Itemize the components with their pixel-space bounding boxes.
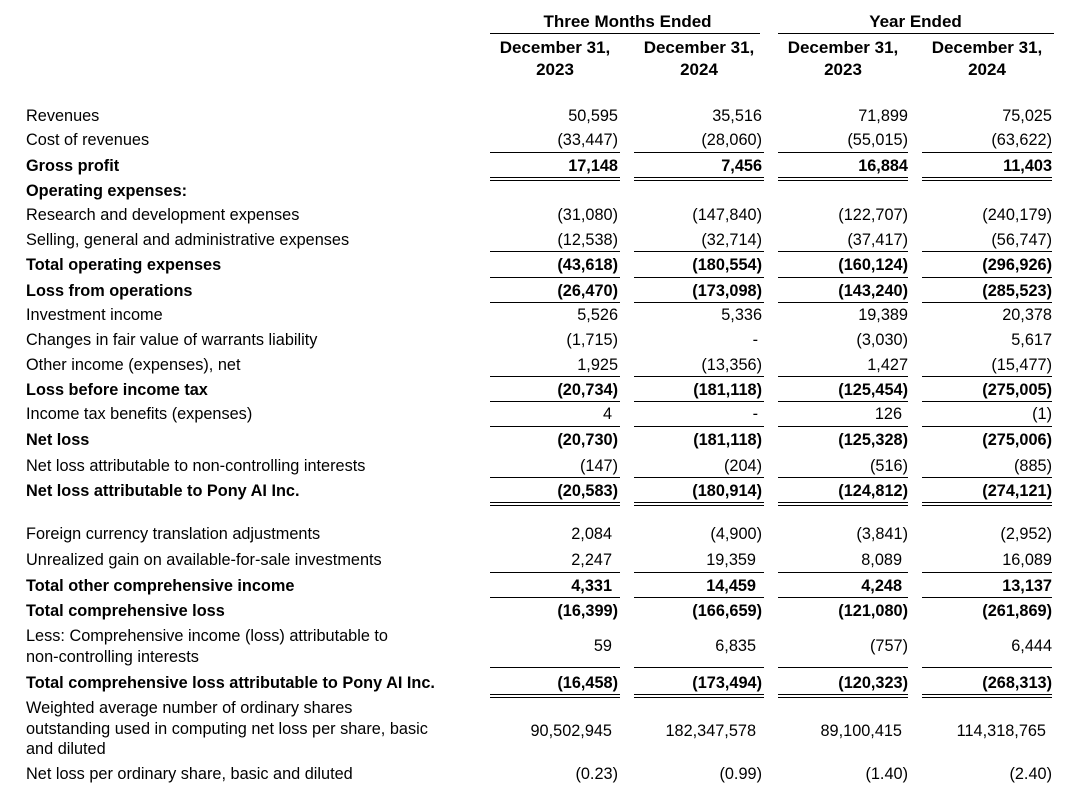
row-label: Total other comprehensive income [26,577,295,595]
rule-double-line [490,502,620,506]
value-q4-2023: 90,502,945 [530,722,612,740]
value-q4-2023: (20,730) [557,431,618,449]
value-q4-2024: 35,516 [712,107,762,125]
row-label: Net loss per ordinary share, basic and diluted [26,765,353,783]
value-fy-2023: (143,240) [838,282,908,300]
value-q4-2023: 59 [593,637,612,655]
row-label: Loss before income tax [26,381,208,399]
value-fy-2024: (15,477) [991,356,1052,374]
value-q4-2024: (180,914) [692,482,762,500]
value-q4-2023: (1,715) [566,331,618,349]
rule-line [634,597,764,598]
value-fy-2024: (268,313) [982,674,1052,692]
rule-line [922,401,1052,402]
value-q4-2024: (13,356) [701,356,762,374]
value-q4-2023: 50,595 [568,107,618,125]
column-header-line2: 2024 [680,60,718,79]
rule-line [490,376,620,377]
rule-double-line [490,694,620,698]
value-fy-2024: 75,025 [1002,107,1052,125]
rule-line [634,667,764,668]
row-label: Net loss attributable to non-controlling interests [26,457,366,475]
value-q4-2024: (147,840) [692,206,762,224]
value-fy-2024: 13,137 [1002,577,1052,595]
value-q4-2023: (16,458) [557,674,618,692]
column-header-q4-2024 [634,37,764,81]
column-header-line2: 2023 [536,60,574,79]
value-q4-2024: (173,098) [692,282,762,300]
value-fy-2024: (285,523) [982,282,1052,300]
value-q4-2023: 4,331 [571,577,612,595]
value-q4-2023: 2,247 [571,551,612,569]
value-fy-2023: (124,812) [838,482,908,500]
rule-double-line [922,694,1052,698]
value-q4-2024: 6,835 [715,637,756,655]
value-q4-2023: 5,526 [577,306,618,324]
row-label: Foreign currency translation adjustments [26,525,321,543]
row-label: Income tax benefits (expenses) [26,405,253,423]
rule-line [922,277,1052,278]
value-fy-2024: (2.40) [1009,765,1052,783]
value-fy-2023: (122,707) [838,206,908,224]
column-header-line2: 2023 [824,60,862,79]
rule-line [634,572,764,573]
row-label: Revenues [26,107,100,125]
rule-double-line [922,502,1052,506]
column-header-line2: 2024 [968,60,1006,79]
rule-line [490,667,620,668]
rule-double-line [778,177,908,181]
value-fy-2024: (275,005) [982,381,1052,399]
row-label: Changes in fair value of warrants liability [26,331,318,349]
header-three-months-rule [490,33,760,34]
value-fy-2023: (1.40) [865,765,908,783]
value-fy-2023: 126 [874,405,902,423]
value-fy-2023: (121,080) [838,602,908,620]
column-header-fy-2023 [778,37,908,81]
row-label: Unrealized gain on available-for-sale investments [26,551,382,569]
value-q4-2024: (28,060) [701,131,762,149]
value-fy-2023: 71,899 [858,107,908,125]
value-q4-2023: (33,447) [557,131,618,149]
value-fy-2023: (125,454) [838,381,908,399]
rule-line [634,277,764,278]
rule-line [634,426,764,427]
value-fy-2023: (3,030) [856,331,908,349]
row-label-continued: non-controlling interests [26,648,199,666]
row-label: Selling, general and administrative expenses [26,231,350,249]
value-fy-2023: (55,015) [847,131,908,149]
rule-line [634,477,764,478]
value-q4-2024: (4,900) [710,525,762,543]
value-fy-2024: 20,378 [1002,306,1052,324]
value-fy-2023: (37,417) [847,231,908,249]
row-label: Net loss attributable to Pony AI Inc. [26,482,300,500]
rule-double-line [634,694,764,698]
rule-double-line [778,694,908,698]
row-label: Weighted average number of ordinary shares [26,699,353,717]
rule-line [778,597,908,598]
rule-line [634,376,764,377]
rule-line [634,401,764,402]
value-fy-2024: 16,089 [1002,551,1052,569]
rule-line [922,302,1052,303]
value-fy-2023: 89,100,415 [820,722,902,740]
value-fy-2023: (516) [869,457,908,475]
row-label: Gross profit [26,157,120,175]
row-label: Operating expenses: [26,182,188,200]
rule-line [490,426,620,427]
row-label: Investment income [26,306,163,324]
value-q4-2023: (16,399) [557,602,618,620]
rule-line [634,251,764,252]
rule-line [778,401,908,402]
rule-line [922,597,1052,598]
value-fy-2024: (1) [1032,405,1052,423]
value-fy-2024: 11,403 [1003,157,1052,175]
row-label: Total operating expenses [26,256,222,274]
row-label: Total comprehensive loss [26,602,225,620]
rule-line [490,597,620,598]
value-q4-2023: (26,470) [557,282,618,300]
value-q4-2023: (12,538) [557,231,618,249]
column-header-fy-2024 [922,37,1052,81]
value-q4-2024: 5,336 [721,306,762,324]
value-fy-2023: 16,884 [858,157,908,175]
row-label: Other income (expenses), net [26,356,241,374]
value-fy-2023: (757) [869,637,908,655]
rule-line [922,376,1052,377]
value-q4-2024: (32,714) [701,231,762,249]
value-fy-2024: (275,006) [982,431,1052,449]
rule-double-line [490,177,620,181]
row-label-continued: and diluted [26,740,106,758]
value-fy-2024: (2,952) [1000,525,1052,543]
rule-line [922,251,1052,252]
value-q4-2024: - [752,331,758,349]
value-fy-2024: 114,318,765 [956,722,1046,740]
rule-line [778,152,908,153]
rule-line [922,572,1052,573]
row-label: Less: Comprehensive income (loss) attributable to [26,627,388,645]
value-q4-2024: (166,659) [692,602,762,620]
rule-line [490,277,620,278]
value-q4-2023: (20,734) [557,381,618,399]
rule-line [922,152,1052,153]
rule-line [490,401,620,402]
value-q4-2024: (181,118) [693,431,762,449]
value-fy-2024: (63,622) [991,131,1052,149]
rule-line [490,572,620,573]
rule-line [778,302,908,303]
value-q4-2024: (180,554) [692,256,762,274]
value-fy-2023: (125,328) [838,431,908,449]
value-q4-2023: 1,925 [577,356,618,374]
value-q4-2024: 182,347,578 [665,722,756,740]
value-fy-2023: 19,389 [858,306,908,324]
value-q4-2023: (43,618) [557,256,618,274]
value-q4-2024: 7,456 [721,157,762,175]
rule-line [778,477,908,478]
value-q4-2023: (0.23) [575,765,618,783]
column-header-line1: December 31, [931,38,1043,57]
value-q4-2024: 19,359 [706,551,756,569]
value-fy-2024: (56,747) [991,231,1052,249]
value-fy-2023: (160,124) [838,256,908,274]
row-label-continued: outstanding used in computing net loss per share, basic [26,720,428,738]
value-fy-2024: (240,179) [982,206,1052,224]
value-q4-2024: (173,494) [692,674,762,692]
value-q4-2024: (204) [723,457,762,475]
value-fy-2024: (885) [1013,457,1052,475]
rule-line [778,426,908,427]
rule-double-line [922,177,1052,181]
value-fy-2024: (274,121) [982,482,1052,500]
value-fy-2024: (261,869) [982,602,1052,620]
value-q4-2024: (0.99) [719,765,762,783]
rule-line [490,302,620,303]
rule-line [778,251,908,252]
value-q4-2023: 17,148 [568,157,618,175]
rule-line [634,302,764,303]
value-q4-2024: - [752,405,758,423]
header-year-ended-rule [778,33,1054,34]
header-year-ended: Year Ended [869,12,962,31]
value-q4-2023: 2,084 [571,525,612,543]
rule-line [778,376,908,377]
rule-double-line [778,502,908,506]
value-fy-2023: (120,323) [838,674,908,692]
row-label: Research and development expenses [26,206,300,224]
row-label: Loss from operations [26,282,193,300]
rule-line [634,152,764,153]
value-q4-2023: 4 [602,405,612,423]
rule-line [490,477,620,478]
value-q4-2024: 14,459 [706,577,756,595]
rule-line [490,251,620,252]
rule-line [778,572,908,573]
row-label: Cost of revenues [26,131,150,149]
column-header-q4-2023 [490,37,620,81]
rule-line [922,667,1052,668]
row-label: Net loss [26,431,90,449]
value-q4-2024: (181,118) [693,381,762,399]
rule-line [490,152,620,153]
value-q4-2023: (147) [579,457,618,475]
rule-double-line [634,502,764,506]
rule-line [922,426,1052,427]
column-header-line1: December 31, [499,38,611,57]
value-fy-2023: (3,841) [856,525,908,543]
value-fy-2024: (296,926) [982,256,1052,274]
value-q4-2023: (31,080) [557,206,618,224]
row-label: Total comprehensive loss attributable to Pony AI Inc. [26,674,435,692]
value-fy-2023: 8,089 [861,551,902,569]
value-q4-2023: (20,583) [557,482,618,500]
value-fy-2023: 1,427 [867,356,908,374]
value-fy-2024: 6,444 [1011,637,1052,655]
rule-line [922,477,1052,478]
rule-line [778,667,908,668]
value-fy-2024: 5,617 [1011,331,1052,349]
value-fy-2023: 4,248 [861,577,902,595]
rule-double-line [634,177,764,181]
column-header-line1: December 31, [787,38,899,57]
header-three-months: Three Months Ended [543,12,712,31]
column-header-line1: December 31, [643,38,755,57]
rule-line [778,277,908,278]
